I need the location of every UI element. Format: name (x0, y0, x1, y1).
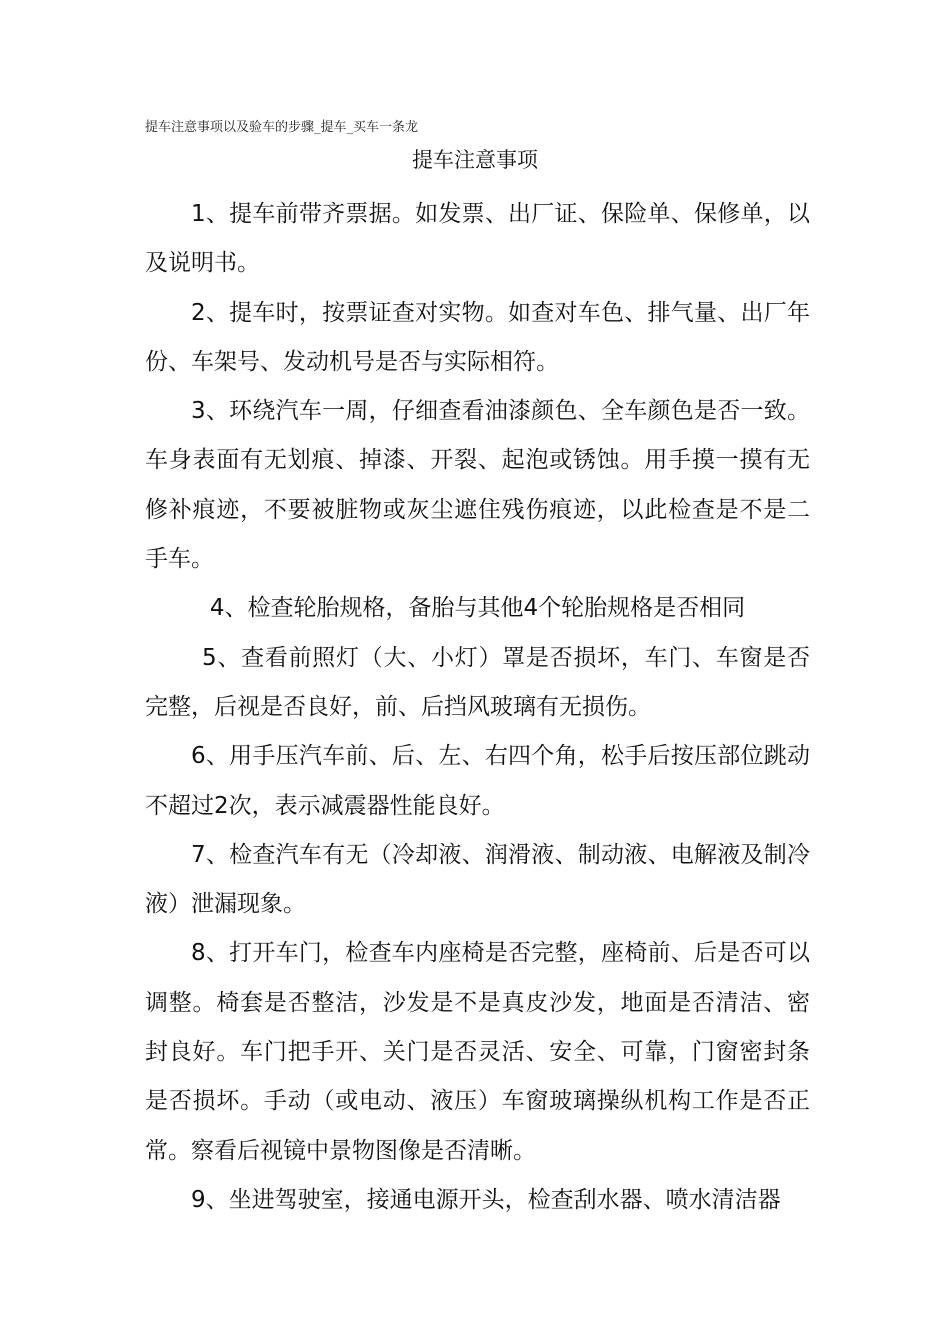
document-title: 提车注意事项 (412, 148, 538, 172)
document-body (145, 190, 810, 1225)
paragraph-1: 1、提车前带齐票据。如发票、出厂证、保险单、保修单，以及说明书。 (145, 201, 810, 277)
paragraph-3: 3、环绕汽车一周，仔细查看油漆颜色、全车颜色是否一致。车身表面有无划痕、掉漆、开裂、起泡或锈蚀。用手摸一摸有无修补痕迹，不要被脏物或灰尘遮住残伤痕迹，以此检查是不是二手车。 (145, 398, 810, 573)
paragraph-6: 6、用手压汽车前、后、左、右四个角，松手后按压部位跳动不超过2次，表示减震器性能良好。 (145, 743, 810, 819)
paragraph-5: 5、查看前照灯（大、小灯）罩是否损坏，车门、车窗是否完整，后视是否良好，前、后挡风玻璃有无损伤。 (145, 644, 810, 720)
paragraph-8: 8、打开车门，检查车内座椅是否完整，座椅前、后是否可以调整。椅套是否整洁，沙发是不是真皮沙发，地面是否清洁、密封良好。车门把手开、关门是否灵活、安全、可靠，门窗密封条是否损坏。手动（或电动、液压）车窗玻璃操纵机构工作是否正常。察看后视镜中景物图像是否清晰。 (145, 940, 810, 1164)
paragraph-2: 2、提车时，按票证查对实物。如查对车色、排气量、出厂年份、车架号、发动机号是否与实际相符。 (145, 299, 810, 375)
paragraph-9: 9、坐进驾驶室，接通电源开头，检查刮水器、喷水清洁器 (191, 1186, 781, 1213)
paragraph-4: 4、检查轮胎规格，备胎与其他4个轮胎规格是否相同 (209, 595, 746, 622)
document-header-line: 提车注意事项以及验车的步骤_提车_买车一条龙 (145, 120, 419, 135)
paragraph-7: 7、检查汽车有无（冷却液、润滑液、制动液、电解液及制冷液）泄漏现象。 (145, 841, 810, 918)
